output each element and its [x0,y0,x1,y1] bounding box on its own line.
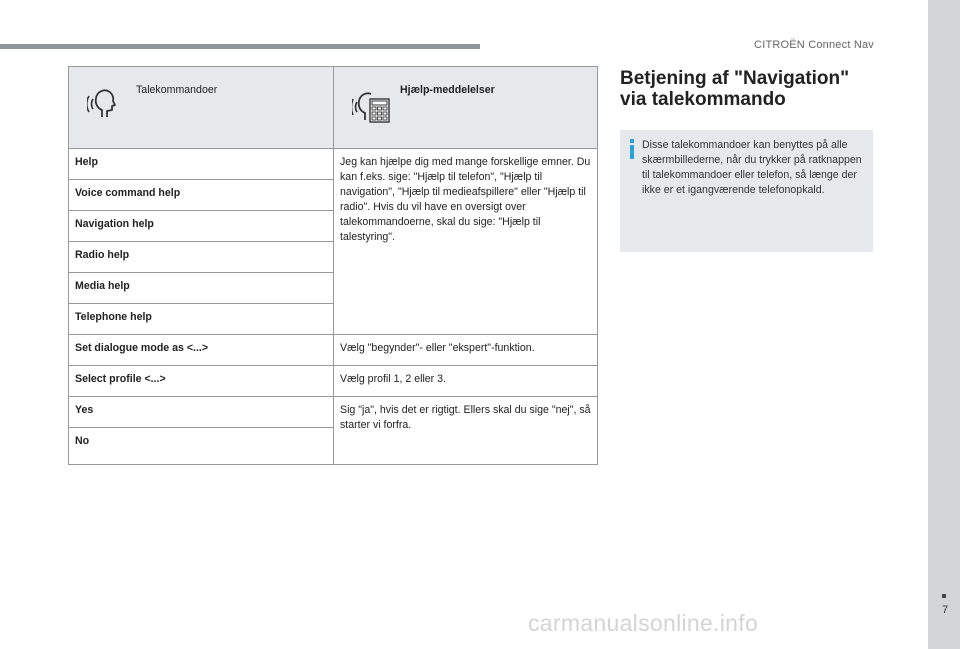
watermark: carmanualsonline.info [528,610,759,636]
voice-command-icon [87,87,121,121]
info-note-text: Disse talekommandoer kan benyttes på alle skærmbillederne, når du trykker på ratknappen til talekommandoer eller telefon, så længe der ikke er et igangværende telefonopkald. [642,139,862,196]
message-cell: Vælg "begynder"- eller "ekspert"-funktion. [334,335,598,366]
table-header-row [69,67,598,149]
message-cell: Vælg profil 1, 2 eller 3. [334,366,598,397]
command-cell: Telephone help [69,304,334,335]
header-messages-label: Hjælp-meddelelser [400,84,495,96]
command-cell: Help [69,149,334,180]
table-row [69,149,598,180]
side-bar [928,0,960,649]
command-cell: Navigation help [69,211,334,242]
command-cell: Media help [69,273,334,304]
top-rule [0,44,480,49]
info-note [620,130,873,252]
brand-label: CITROËN Connect Nav [754,39,874,51]
message-cell: Jeg kan hjælpe dig med mange forskellige emner. Du kan f.eks. sige: "Hjælp til telefon", "Hjælp til navigation", "Hjælp til medieafspillere" eller "Hjælp til radio". Hvis du vil have en oversigt over talekommandoerne, skal du sige: "Hjælp til talestyring". [334,149,598,335]
section-title: Betjening af "Navigation" via talekommando [620,68,850,110]
header-cell-commands [69,67,334,149]
command-cell: Yes [69,397,334,428]
table-row [69,366,598,397]
voice-help-keypad-icon [352,87,392,125]
info-icon [629,139,635,159]
command-cell: Radio help [69,242,334,273]
header-cell-messages [334,67,598,149]
voice-commands-table [68,66,598,465]
page-marker [942,594,946,598]
command-cell: Voice command help [69,180,334,211]
command-cell: No [69,428,334,465]
table-row [69,397,598,428]
command-cell: Set dialogue mode as <...> [69,335,334,366]
command-cell: Select profile <...> [69,366,334,397]
table-row [69,335,598,366]
page-number: 7 [941,604,949,616]
header-commands-label: Talekommandoer [136,84,218,96]
message-cell: Sig "ja", hvis det er rigtigt. Ellers skal du sige "nej", så starter vi forfra. [334,397,598,465]
